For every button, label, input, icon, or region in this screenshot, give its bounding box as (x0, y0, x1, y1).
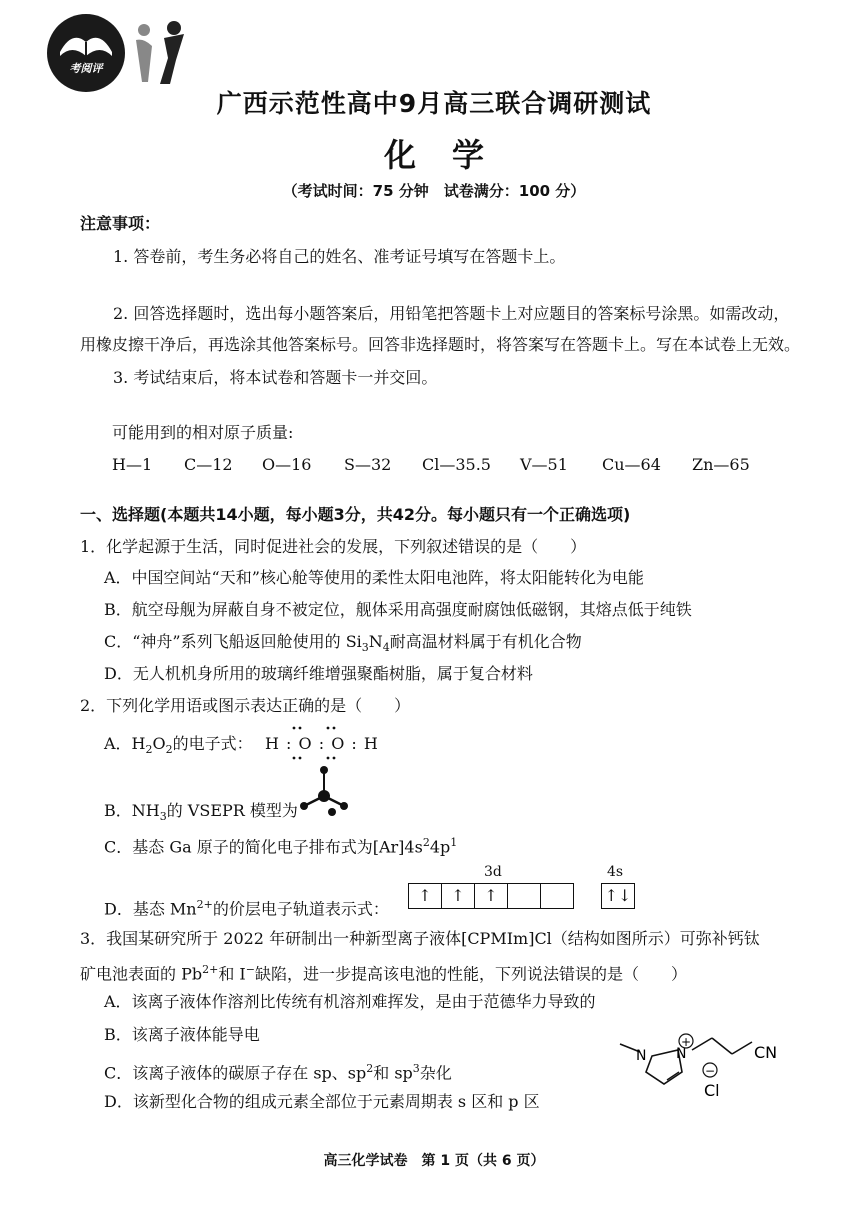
vsepr-model-icon (296, 764, 360, 818)
question-2-option-d: D．基态 $Mn^{2+}$的价层电子轨道表示式： (104, 898, 389, 919)
atomic-mass-item: H—1 (112, 455, 153, 474)
electron-dots-icon (284, 722, 344, 762)
svg-text:N: N (636, 1048, 647, 1064)
page-footer: 高三化学试卷 第 1 页（共 6 页） (323, 1153, 545, 1169)
atomic-mass-item: V—51 (520, 455, 568, 474)
question-3-option-b: B．该离子液体能导电 (104, 1025, 260, 1044)
question-2-stem: 2．下列化学用语或图示表达正确的是（ ） (80, 696, 411, 715)
chloride-label: Cl (704, 1081, 720, 1100)
orbital-4s-label: 4s (607, 864, 624, 880)
question-1-option-d: D．无人机机身所用的玻璃纤维增强聚酯树脂，属于复合材料 (104, 664, 533, 683)
question-1-option-a: A．中国空间站“天和”核心舱等使用的柔性太阳电池阵，将太阳能转化为电能 (104, 568, 644, 587)
question-2-option-a: A．$H_2O_2$的电子式： (104, 734, 253, 757)
atomic-mass-item: S—32 (344, 455, 392, 474)
orbital-4s-box: ↑↓ (601, 883, 635, 909)
question-3-option-c: C．该离子液体的碳原子存在 sp、$sp^2$和 $sp^3$杂化 (104, 1062, 452, 1083)
logo-text: 考阅评 (69, 62, 103, 75)
book-icon (56, 26, 116, 60)
question-1-option-c: C．“神舟”系列飞船返回舱使用的 $Si_3N_4$耐高温材料属于有机化合物 (104, 632, 582, 655)
notice-item-2: 2. 回答选择题时，选出每小题答案后，用铅笔把答题卡上对应题目的答案标号涂黑。如需改动，用橡皮擦干净后，再选涂其他答案标号。回答非选择题时，将答案写在答题卡上。写在本试卷上无效。 (80, 304, 801, 354)
question-2-option-c: C．基态 Ga 原子的简化电子排布式为$[Ar]4s^24p^1$ (104, 836, 458, 857)
orbital-3d-box: ↑ (441, 883, 475, 909)
section-heading: 一、选择题(本题共14小题，每小题3分，共42分。每小题只有一个正确选项) (80, 505, 631, 524)
exam-info: （考试时间：75 分钟 试卷满分：100 分） (282, 182, 586, 200)
question-1-option-b: B．航空母舰为屏蔽自身不被定位，舰体采用高强度耐腐蚀低磁钢，其熔点低于纯铁 (104, 600, 692, 619)
question-3-stem-line-2: 矿电池表面的 $Pb^{2+}$和 I−缺陷，进一步提高该电池的性能，下列说法错误的是（ ） (80, 963, 687, 984)
notice-heading: 注意事项： (80, 214, 161, 233)
orbital-3d-box (507, 883, 541, 909)
atomic-mass-item: Cl—35.5 (422, 455, 491, 474)
atomic-mass-item: O—16 (262, 455, 312, 474)
question-3-option-d: D．该新型化合物的组成元素全部位于元素周期表 s 区和 p 区 (104, 1092, 540, 1111)
question-2-option-b: B．$NH_3$的 VSEPR 模型为 (104, 801, 298, 824)
subject-title: 化学 (383, 136, 520, 174)
orbital-3d-box: ↑ (474, 883, 508, 909)
svg-text:N: N (676, 1046, 687, 1062)
atomic-mass-item: Cu—64 (602, 455, 661, 474)
atomic-mass-heading: 可能用到的相对原子质量: (112, 423, 294, 442)
exam-title: 广西示范性高中9月高三联合调研测试 (216, 89, 652, 118)
anion-charge: − (705, 1064, 716, 1078)
question-3-option-a: A．该离子液体作溶剂比传统有机溶剂难挥发，是由于范德华力导致的 (104, 992, 596, 1011)
notice-item-1: 1. 答卷前，考生务必将自己的姓名、准考证号填写在答题卡上。 (113, 247, 566, 266)
cation-charge: + (681, 1035, 692, 1049)
question-1-stem: 1．化学起源于生活，同时促进社会的发展，下列叙述错误的是（ ） (80, 537, 587, 556)
cpmim-structure-diagram (612, 1020, 792, 1110)
atomic-mass-item: Zn—65 (692, 455, 750, 474)
orbital-3d-label: 3d (484, 864, 502, 880)
people-logo-icon (130, 20, 192, 86)
orbital-3d-box (540, 883, 574, 909)
question-3-stem-line-1: 3．我国某研究所于 2022 年研制出一种新型离子液体[CPMIm]Cl（结构如图所示）可弥补钙钛 (80, 929, 760, 948)
nitrile-label: CN (754, 1043, 778, 1062)
notice-item-3: 3. 考试结束后，将本试卷和答题卡一并交回。 (113, 368, 438, 387)
h2o2-electron-formula: H : O : O : H (265, 734, 379, 753)
orbital-3d-box: ↑ (408, 883, 442, 909)
atomic-mass-item: C—12 (184, 455, 233, 474)
